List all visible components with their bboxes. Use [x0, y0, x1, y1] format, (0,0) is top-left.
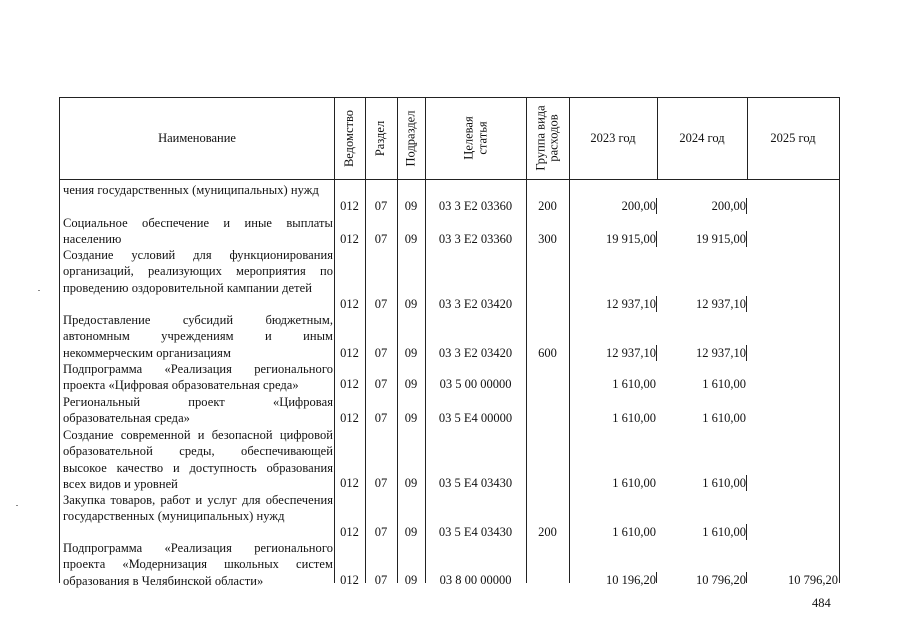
cell-edge-tick — [656, 345, 657, 361]
cell-edge-tick — [746, 198, 747, 214]
row-2024: 1 610,00 — [702, 411, 746, 425]
row-2024: 19 915,00 — [696, 232, 746, 246]
row-dept: 012 — [340, 411, 359, 425]
row-2024: 10 796,20 — [696, 573, 746, 587]
header-2023: 2023 год — [590, 130, 636, 145]
row-dept: 012 — [340, 377, 359, 391]
row-subsection: 09 — [404, 476, 418, 490]
row-2023: 1 610,00 — [612, 476, 656, 490]
row-target: 03 3 Е2 03420 — [438, 297, 513, 311]
row-name: Региональный проект «Цифровая образовательная среда» — [63, 395, 333, 426]
row-subsection: 09 — [404, 573, 418, 587]
row-dept: 012 — [340, 525, 359, 539]
row-2024: 1 610,00 — [702, 377, 746, 391]
cell-edge-tick — [656, 231, 657, 247]
header-dept: Ведомство — [342, 109, 356, 167]
row-section: 07 — [374, 573, 388, 587]
row-dept: 012 — [340, 476, 359, 490]
row-section: 07 — [374, 377, 388, 391]
header-section: Раздел — [373, 120, 388, 156]
row-dept: 012 — [340, 199, 359, 213]
row-target: 03 3 Е2 03420 — [438, 346, 513, 360]
cell-edge-tick — [746, 345, 747, 361]
row-group: 200 — [538, 199, 557, 213]
row-dept: 012 — [340, 573, 359, 587]
cell-edge-tick — [746, 475, 747, 491]
row-2023: 12 937,10 — [606, 297, 656, 311]
row-target: 03 5 Е4 00000 — [438, 411, 513, 425]
header-name: Наименование — [158, 130, 236, 145]
row-group: 300 — [538, 232, 557, 246]
row-name: Подпрограмма «Реализация регионального проекта «Модернизация школьных систем образования в Челябинской области» — [63, 541, 333, 588]
row-2025: 10 796,20 — [788, 573, 838, 587]
row-2023: 12 937,10 — [606, 346, 656, 360]
header-subsection: Подраздел — [403, 110, 418, 166]
cell-edge-tick — [746, 572, 747, 583]
row-dept: 012 — [340, 232, 359, 246]
cell-edge-tick — [656, 198, 657, 214]
scan-speck — [38, 290, 40, 291]
row-dept: 012 — [340, 346, 359, 360]
row-name: Подпрограмма «Реализация регионального проекта «Цифровая образовательная среда» — [63, 362, 333, 393]
row-subsection: 09 — [404, 232, 418, 246]
row-2024: 200,00 — [711, 199, 746, 213]
cell-edge-tick — [746, 231, 747, 247]
row-section: 07 — [374, 346, 388, 360]
row-target: 03 3 Е2 03360 — [438, 199, 513, 213]
row-group: 200 — [538, 525, 557, 539]
row-2023: 1 610,00 — [612, 377, 656, 391]
row-section: 07 — [374, 525, 388, 539]
row-dept: 012 — [340, 297, 359, 311]
row-name: Предоставление субсидий бюджетным, автономным учреждениям и иным некоммерческим организациям — [63, 313, 333, 360]
row-section: 07 — [374, 199, 388, 213]
row-subsection: 09 — [404, 346, 418, 360]
cell-edge-tick — [656, 572, 657, 583]
row-section: 07 — [374, 476, 388, 490]
row-2023: 1 610,00 — [612, 525, 656, 539]
scan-speck — [16, 505, 18, 506]
row-2023: 10 196,20 — [606, 573, 656, 587]
page-number: 484 — [812, 596, 831, 610]
row-2024: 1 610,00 — [702, 476, 746, 490]
row-2024: 1 610,00 — [702, 525, 746, 539]
row-section: 07 — [374, 297, 388, 311]
row-2023: 19 915,00 — [606, 232, 656, 246]
cell-edge-tick — [746, 296, 747, 312]
row-target: 03 5 Е4 03430 — [438, 476, 513, 490]
header-2024: 2024 год — [679, 130, 725, 145]
row-target: 03 5 00 00000 — [439, 377, 512, 391]
row-subsection: 09 — [404, 377, 418, 391]
row-subsection: 09 — [404, 411, 418, 425]
row-2024: 12 937,10 — [696, 297, 746, 311]
row-subsection: 09 — [404, 525, 418, 539]
row-name: Закупка товаров, работ и услуг для обеспечения государственных (муниципальных) нужд — [63, 493, 333, 524]
header-target: Целевая статья — [461, 116, 490, 160]
row-2023: 200,00 — [621, 199, 656, 213]
row-name: чения государственных (муниципальных) нужд — [63, 183, 319, 197]
row-2023: 1 610,00 — [612, 411, 656, 425]
cell-edge-tick — [746, 524, 747, 540]
row-name: Создание современной и безопасной цифровой образовательной среды, обеспечивающей высокое качество и доступность образования всех видов и уровней — [63, 428, 333, 492]
row-2024: 12 937,10 — [696, 346, 746, 360]
cell-edge-tick — [656, 296, 657, 312]
row-target: 03 8 00 00000 — [439, 573, 512, 587]
row-section: 07 — [374, 411, 388, 425]
header-bottom-border — [60, 179, 839, 180]
row-section: 07 — [374, 232, 388, 246]
row-group: 600 — [538, 346, 557, 360]
row-subsection: 09 — [404, 199, 418, 213]
row-name: Создание условий для функционирования организаций, реализующих мероприятия по проведению оздоровительной кампании детей — [63, 248, 333, 295]
row-target: 03 3 Е2 03360 — [438, 232, 513, 246]
row-subsection: 09 — [404, 297, 418, 311]
budget-table — [59, 97, 840, 588]
header-group: Группа вида расходов — [533, 105, 561, 171]
row-name: Социальное обеспечение и иные выплаты населению — [63, 216, 333, 247]
row-target: 03 5 Е4 03430 — [438, 525, 513, 539]
header-2025: 2025 год — [770, 130, 816, 145]
